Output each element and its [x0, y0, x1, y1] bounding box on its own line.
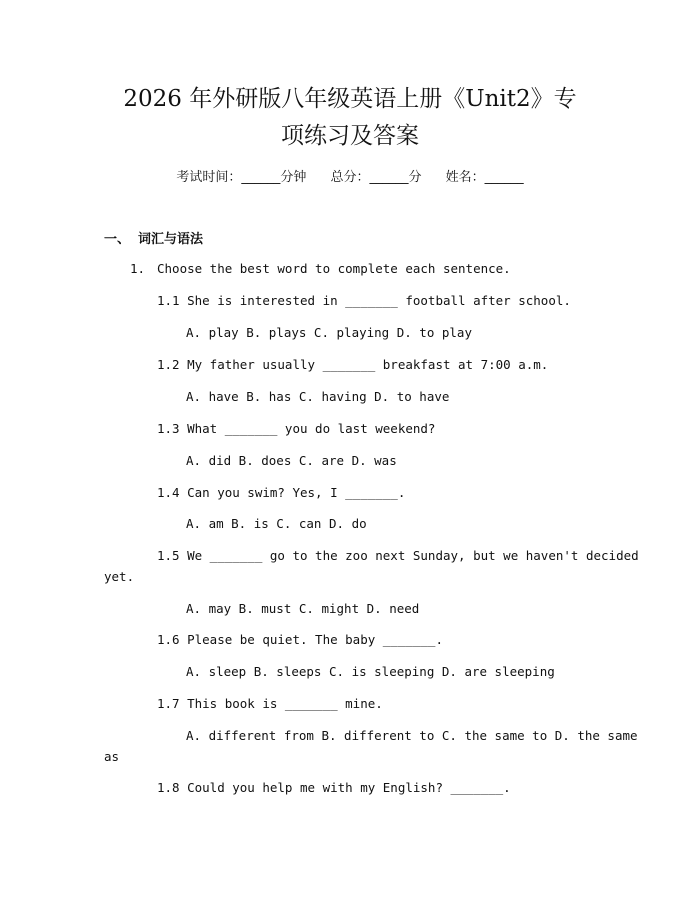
document-title-line-1: 2026 年外研版八年级英语上册《Unit2》专 — [123, 86, 577, 112]
question-1-3: 1.3 What _______ you do last weekend? — [157, 421, 436, 436]
instruction — [130, 259, 511, 279]
question-1-2: 1.2 My father usually _______ breakfast at 7:00 a.m. — [157, 357, 549, 372]
section-heading — [104, 230, 203, 250]
instruction-text: Choose the best word to complete each sentence. — [157, 261, 511, 276]
question-1-6-options: A. sleep B. sleeps C. is sleeping D. are sleeping — [186, 664, 555, 679]
question-1-7-options: A. different from B. different to C. the same to D. the same — [186, 728, 638, 743]
exam-time-field: 考试时间：______分钟 — [176, 170, 307, 185]
question-1-1-options: A. play B. plays C. playing D. to play — [186, 325, 472, 340]
question-1-7: 1.7 This book is _______ mine. — [157, 696, 383, 711]
section-number: 一、 — [104, 232, 131, 247]
total-score-field: 总分：______分 — [330, 170, 422, 185]
question-1-2-options: A. have B. has C. having D. to have — [186, 389, 450, 404]
section-title: 词汇与语法 — [138, 232, 204, 247]
question-1-5: 1.5 We _______ go to the zoo next Sunday, but we haven't decided — [157, 548, 639, 563]
question-1-5-options: A. may B. must C. might D. need — [186, 601, 420, 616]
instruction-number: 1. — [130, 261, 146, 276]
question-1-8: 1.8 Could you help me with my English? _______. — [157, 780, 511, 795]
question-1-4-options: A. am B. is C. can D. do — [186, 516, 367, 531]
question-1-1: 1.1 She is interested in _______ football after school. — [157, 293, 571, 308]
question-1-7-options-continued: as — [104, 749, 120, 764]
exam-info — [0, 168, 700, 188]
question-1-3-options: A. did B. does C. are D. was — [186, 453, 397, 468]
question-1-4: 1.4 Can you swim? Yes, I _______. — [157, 485, 406, 500]
document-title-line-2: 项练习及答案 — [281, 123, 419, 149]
question-1-6: 1.6 Please be quiet. The baby _______. — [157, 632, 443, 647]
student-name-field: 姓名：______ — [445, 170, 524, 185]
question-1-5-continued: yet. — [104, 569, 135, 584]
